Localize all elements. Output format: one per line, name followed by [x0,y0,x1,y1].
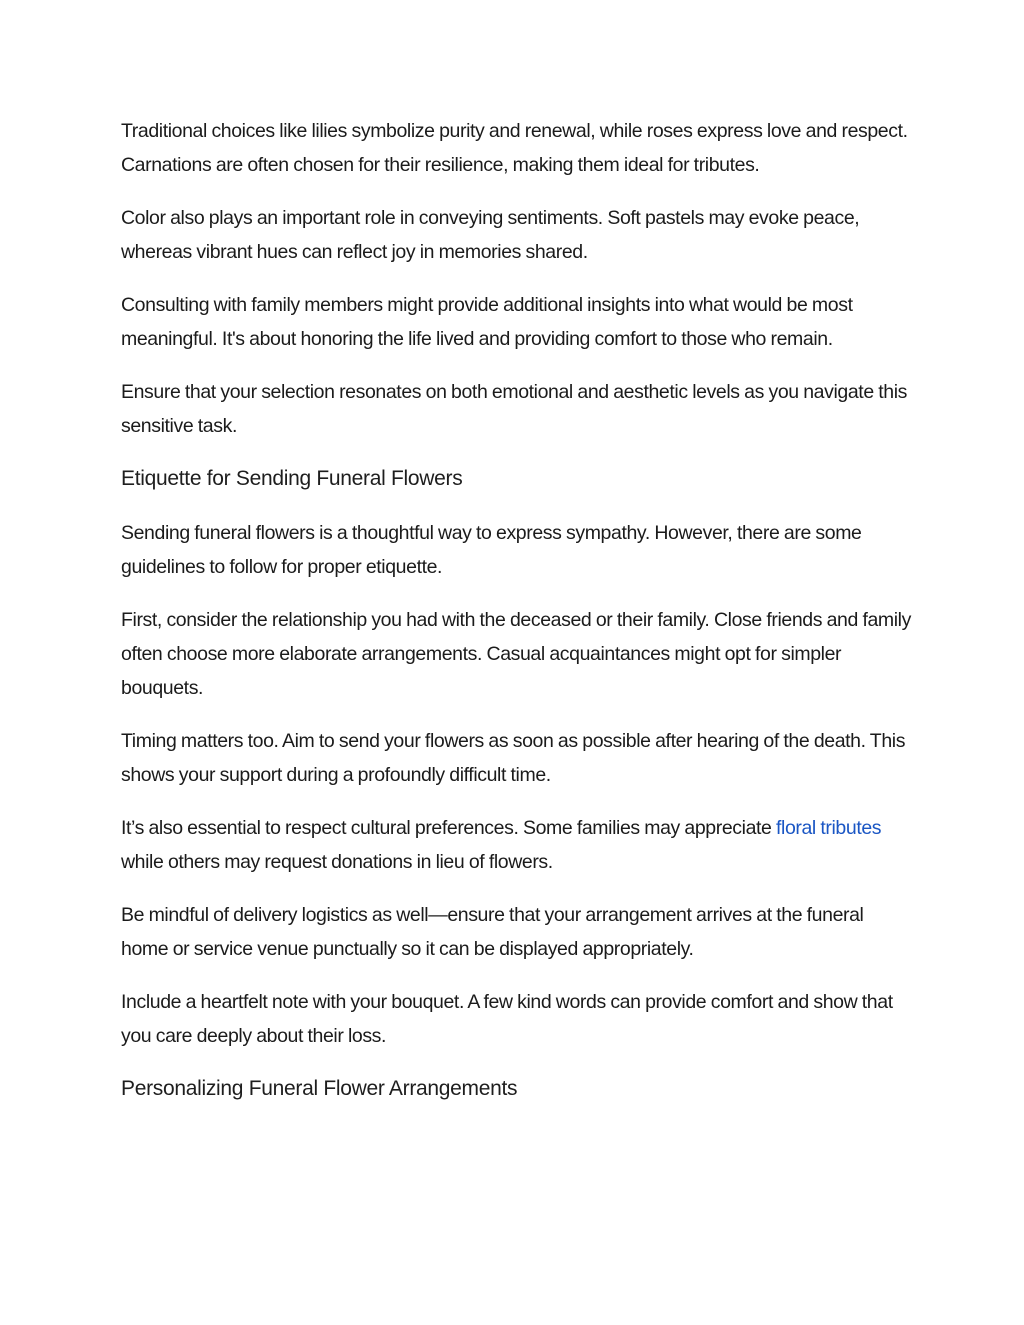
cultural-text-after: while others may request donations in lieu of flowers. [121,851,553,873]
paragraph-color-role: Color also plays an important role in conveying sentiments. Soft pastels may evoke peace, whereas vibrant hues can reflect joy in memories shared. [121,207,860,263]
paragraph-consult-family: Consulting with family members might provide additional insights into what would be most meaningful. It's about honoring the life lived and providing comfort to those who remain. [121,294,853,350]
paragraph-cultural-preferences [121,811,911,879]
heading-personalizing: Personalizing Funeral Flower Arrangements [121,1077,518,1100]
heading-etiquette: Etiquette for Sending Funeral Flowers [121,467,463,490]
floral-tributes-link[interactable]: floral tributes [776,817,882,839]
paragraph-flower-meanings: Traditional choices like lilies symbolize purity and renewal, while roses express love and respect. Carnations are often chosen for their resilience, making them ideal for tributes. [121,120,908,176]
paragraph-sending-flowers: Sending funeral flowers is a thoughtful way to express sympathy. However, there are some guidelines to follow for proper etiquette. [121,522,862,578]
article-body [121,114,911,1126]
paragraph-timing: Timing matters too. Aim to send your flowers as soon as possible after hearing of the death. This shows your support during a profoundly difficult time. [121,730,906,786]
paragraph-delivery-logistics: Be mindful of delivery logistics as well—ensure that your arrangement arrives at the funeral home or service venue punctually so it can be displayed appropriately. [121,904,864,960]
cultural-text-before: It’s also essential to respect cultural preferences. Some families may appreciate [121,817,776,839]
paragraph-heartfelt-note: Include a heartfelt note with your bouquet. A few kind words can provide comfort and show that you care deeply about their loss. [121,991,893,1047]
paragraph-ensure-selection: Ensure that your selection resonates on both emotional and aesthetic levels as you navigate this sensitive task. [121,381,908,437]
paragraph-relationship: First, consider the relationship you had with the deceased or their family. Close friends and family often choose more elaborate arrangements. Casual acquaintances might opt for simpler bouquets. [121,609,911,699]
